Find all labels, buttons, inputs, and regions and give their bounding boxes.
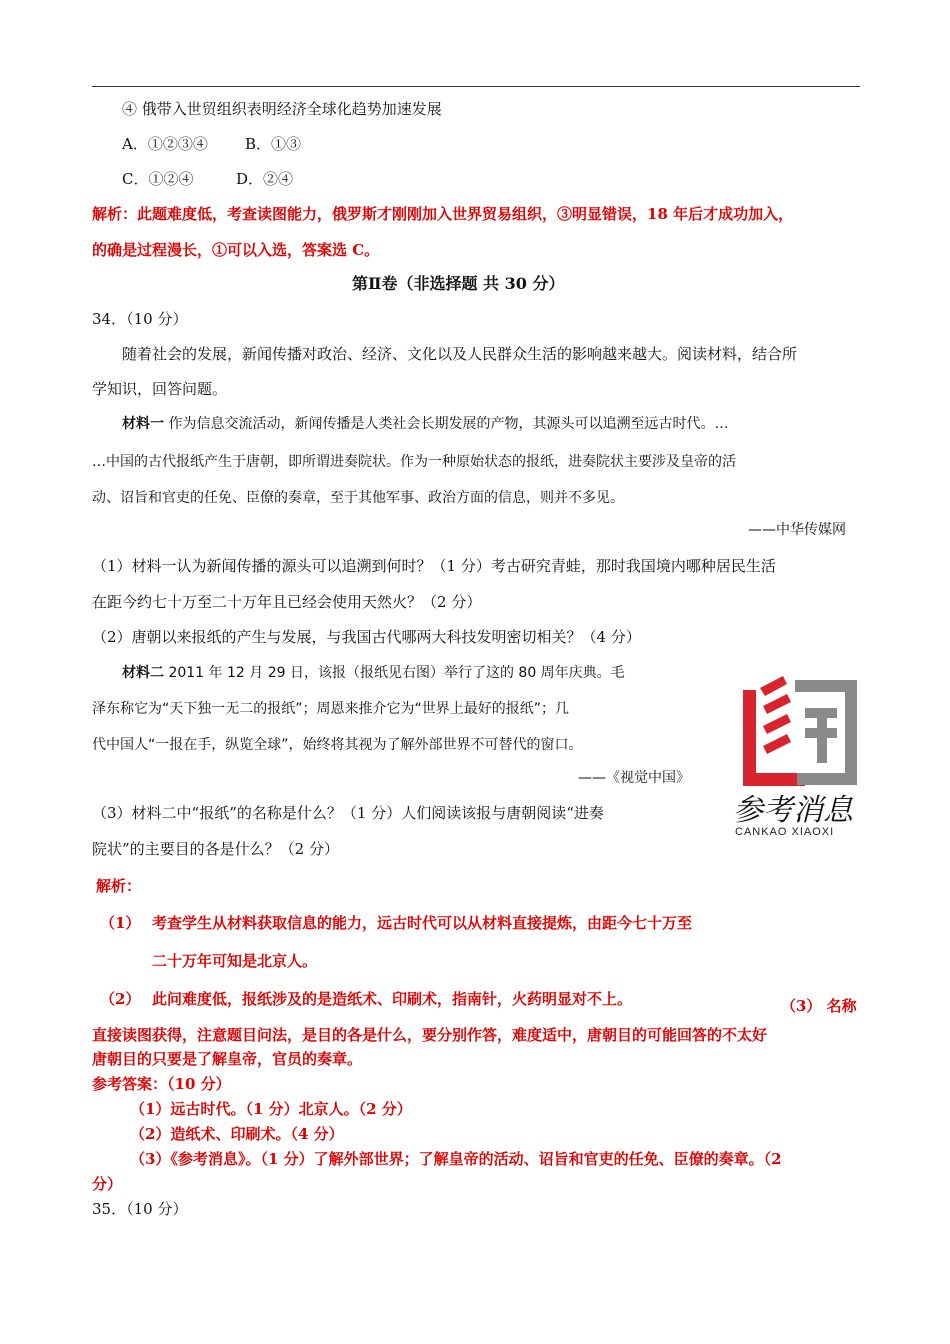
header-rule [92,86,860,87]
material-2-line-2: 泽东称它为“天下独一无二的报纸”；周恩来推介它为“世界上最好的报纸”；几 [92,701,570,717]
sub-question-2: （2）唐朝以来报纸的产生与发展，与我国古代哪两大科技发明密切相关？（4 分） [92,628,641,646]
logo-lettering: 参考消息 [733,793,853,828]
sub-question-3-line-1: （3）材料二中“报纸”的名称是什么？（1 分）人们阅读该报与唐朝阅读“进奏 [92,804,604,822]
material-2-label: 材料二 [122,665,164,681]
analysis-3-line-2: 唐朝目的只要是了解皇帝，官员的奏章。 [92,1050,363,1068]
sub-question-1-line-2: 在距今约七十万至二十万年且已经会使用天然火？（2 分） [92,593,482,611]
material-1-label: 材料一 [122,416,164,432]
material-2-line-3: 代中国人“一报在手，纵览全球”，始终将其视为了解外部世界不可替代的窗口。 [92,737,583,753]
analysis-3-line-1: 直接读图获得，注意题目问法，是目的各是什么，要分别作答，难度适中，唐朝目的可能回答的不太好 [92,1026,768,1044]
material-1-line-3: 动、诏旨和官吏的任免、臣僚的奏章，至于其他军事、政治方面的信息，则并不多见。 [92,490,624,506]
analysis-title: 解析： [96,877,142,895]
question-35-number: 35．（10 分） [92,1200,188,1218]
q34-intro-line-2: 学知识，回答问题。 [92,380,228,398]
answer-3-line-2: 分） [92,1175,123,1193]
newspaper-logo-icon [725,668,875,843]
option-item-4: ④ 俄带入世贸组织表明经济全球化趋势加速发展 [122,100,442,118]
sub-question-3-line-2: 院状”的主要目的各是什么？（2 分） [92,840,339,858]
question-34-number: 34．（10 分） [92,310,188,328]
answer-title: 参考答案：（10 分） [92,1075,231,1093]
sub-question-1-line-1: （1）材料一认为新闻传播的源头可以追溯到何时？（1 分）考古研究青蛙，那时我国境内哪种居民生活 [92,557,776,575]
section-title: 第Ⅱ卷（非选择题 共 30 分） [352,274,565,293]
analysis-line-2: 的确是过程漫长，①可以入选，答案选 C。 [92,241,380,259]
option-b: B．①③ [245,135,302,153]
material-2-line-1 [122,662,625,684]
material-1-text-1: 作为信息交流活动，新闻传播是人类社会长期发展的产物，其源头可以追溯至远古时代。… [164,416,729,432]
material-2-text-1: 2011 年 12 月 29 日，该报（报纸见右图）举行了这的 80 周年庆典。毛 [164,665,625,681]
analysis-line-1: 解析：此题难度低，考查读图能力，俄罗斯才刚刚加入世界贸易组织，③明显错误，18 年后才成功加入， [92,205,794,223]
answer-3-line-1: （3）《参考消息》。（1 分）了解外部世界；了解皇帝的活动、诏旨和官吏的任免、臣僚的奏章。（2 [130,1150,782,1168]
analysis-1-line-2: 二十万年可知是北京人。 [152,952,318,970]
analysis-1-line-1: 考查学生从材料获取信息的能力，远古时代可以从材料直接提炼，由距今七十万至 [152,914,693,932]
option-a: A．①②③④ [122,135,208,153]
analysis-2-text: 此问难度低，报纸涉及的是造纸术、印刷术，指南针，火药明显对不上。 [152,990,633,1008]
material-1-line-2: …中国的古代报纸产生于唐朝，即所谓进奏院状。作为一种原始状态的报纸，进奏院状主要涉及皇帝的活 [92,454,736,470]
analysis-2-number: （2） [100,990,141,1008]
answer-1: （1）远古时代。（1 分）北京人。（2 分） [130,1100,412,1118]
answer-2: （2）造纸术、印刷术。（4 分） [130,1125,344,1143]
logo-latin-text: CANKAO XIAOXI [735,826,835,838]
analysis-1-number: （1） [100,914,141,932]
option-c: C．①②④ [122,170,194,188]
option-d: D．②④ [236,170,294,188]
material-1-source: ——中华传媒网 [748,522,846,538]
analysis-3-head: （3） 名称 [781,997,857,1015]
material-2-source: ——《视觉中国》 [578,770,690,786]
q34-intro-line-1: 随着社会的发展，新闻传播对政治、经济、文化以及人民群众生活的影响越来越大。阅读材料，结合所 [122,345,798,363]
material-1-line-1 [122,413,728,435]
